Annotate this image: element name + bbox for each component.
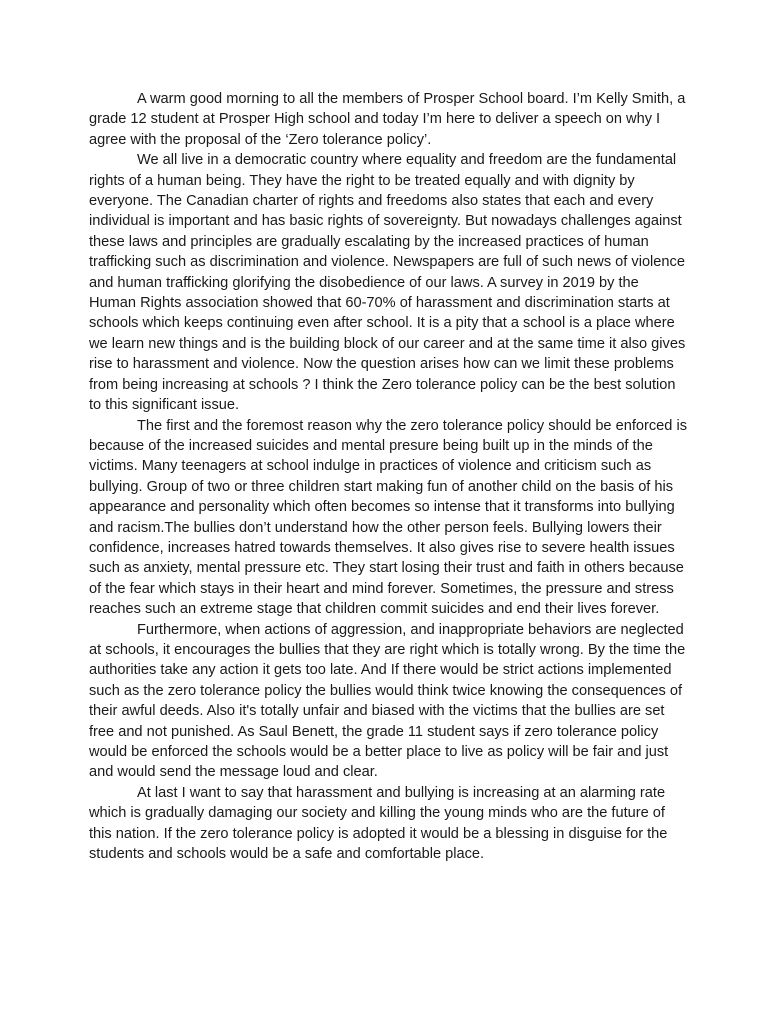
paragraph-first-reason: The first and the foremost reason why the zero tolerance policy should be enforced is because of the increased suicides and mental presure being built up in the minds of the victims. Many teenagers at school indulge in practices of violence and criticism such as bullying. Group of two or three children start making fun of another child on the basis of his appearance and personality which often becomes so intense that it transforms into bullying and racism.The bullies don’t understand how the other person feels. Bullying lowers their confidence, increases hatred towards themselves. It also gives rise to severe health issues such as anxiety, mental pressure etc. They start losing their trust and faith in others because of the fear which stays in their heart and mind forever. Sometimes, the pressure and stress reaches such an extreme stage that children commit suicides and end their lives forever. xyxy=(89,417,687,618)
document-body xyxy=(89,89,687,864)
paragraph-introduction: A warm good morning to all the members of Prosper School board. I’m Kelly Smith, a grade 12 student at Prosper High school and today I’m here to deliver a speech on why I agree with the proposal of the ‘Zero tolerance policy’. xyxy=(89,91,686,148)
paragraph-second-reason: Furthermore, when actions of aggression, and inappropriate behaviors are neglected at schools, it encourages the bullies that they are right which is totally wrong. By the time the authorities take any action it gets too late. And If there would be strict actions implemented such as the zero tolerance policy the bullies would think twice knowing the consequences of their awful deeds. Also it's totally unfair and biased with the victims that the bullies are set free and not punished. As Saul Benett, the grade 11 student says if zero tolerance policy would be enforced the schools would be a better place to live as policy will be fair and just and would send the message loud and clear. xyxy=(89,621,686,781)
paragraph-context: We all live in a democratic country where equality and freedom are the fundamental rights of a human being. They have the right to be treated equally and with dignity by everyone. The Canadian charter of rights and freedoms also states that each and every individual is important and has basic rights of sovereignty. But nowadays challenges against these laws and principles are gradually escalating by the increased practices of human trafficking such as discrimination and violence. Newspapers are full of such news of violence and human trafficking glorifying the disobedience of our laws. A survey in 2019 by the Human Rights association showed that 60-70% of harassment and discrimination starts at schools which keeps continuing even after school. It is a pity that a school is a place where we learn new things and is the building block of our career and at the same time it also gives rise to harassment and violence. Now the question arises how can we limit these problems from being increasing at schools ? I think the Zero tolerance policy can be the best solution to this significant issue. xyxy=(89,152,686,414)
paragraph-conclusion: At last I want to say that harassment and bullying is increasing at an alarming rate which is gradually damaging our society and killing the young minds who are the future of this nation. If the zero tolerance policy is adopted it would be a blessing in disguise for the students and schools would be a safe and comfortable place. xyxy=(89,784,668,863)
